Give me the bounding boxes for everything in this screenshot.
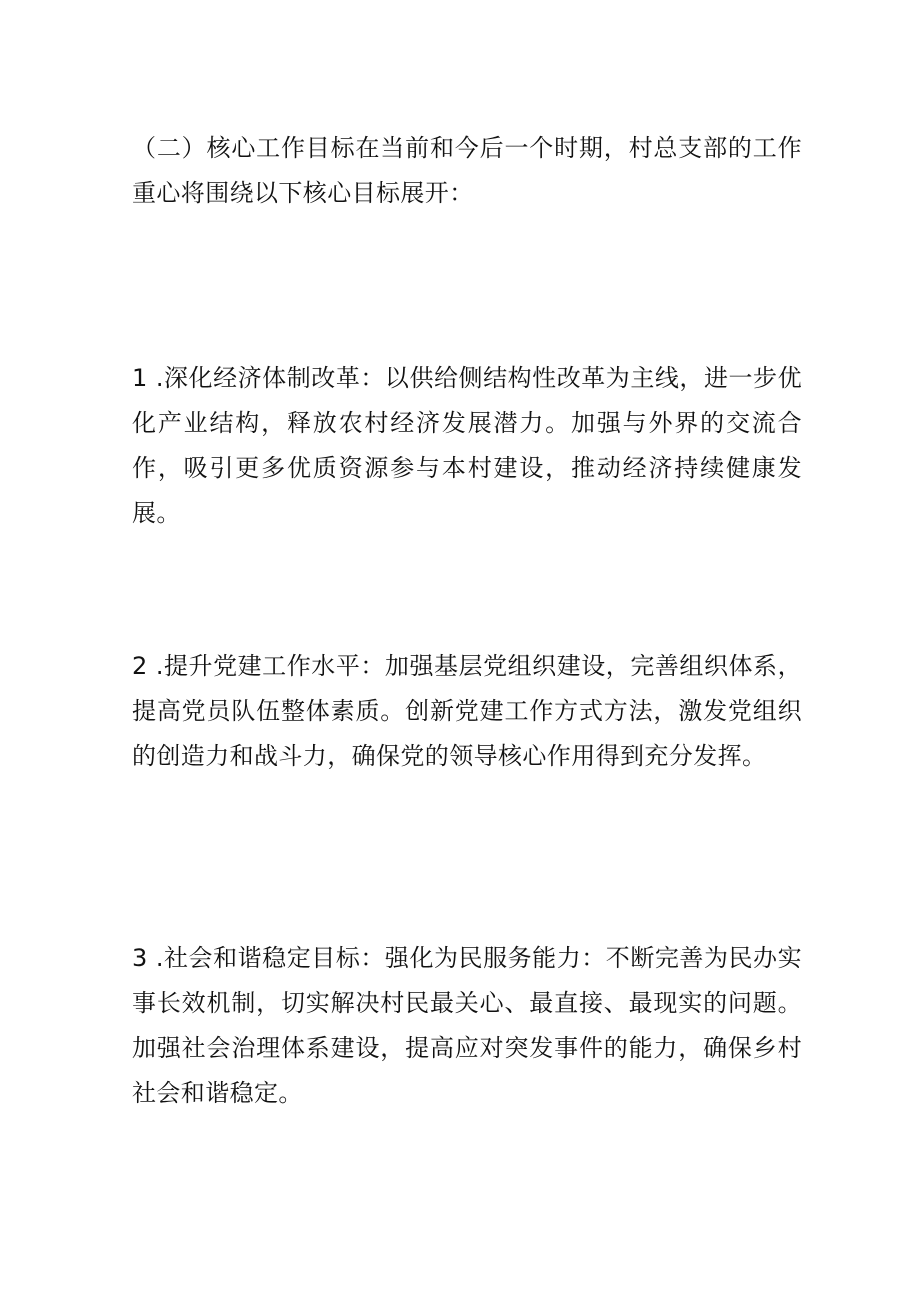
- section-intro-paragraph: （二）核心工作目标在当前和今后一个时期，村总支部的工作重心将围绕以下核心目标展开：: [132, 134, 802, 207]
- goal-item-economy: 1 .深化经济体制改革：以供给侧结构性改革为主线，进一步优化产业结构，释放农村经济发展潜力。加强与外界的交流合作，吸引更多优质资源参与本村建设，推动经济持续健康发展。: [132, 364, 802, 527]
- goal-item-party-building: 2 .提升党建工作水平：加强基层党组织建设，完善组织体系，提高党员队伍整体素质。创新党建工作方式方法，激发党组织的创造力和战斗力，确保党的领导核心作用得到充分发挥。: [132, 652, 802, 770]
- goal-item-social-stability: 3 .社会和谐稳定目标：强化为民服务能力：不断完善为民办实事长效机制，切实解决村民最关心、最直接、最现实的问题。加强社会治理体系建设，提高应对突发事件的能力，确保乡村社会和谐稳定。: [132, 944, 802, 1107]
